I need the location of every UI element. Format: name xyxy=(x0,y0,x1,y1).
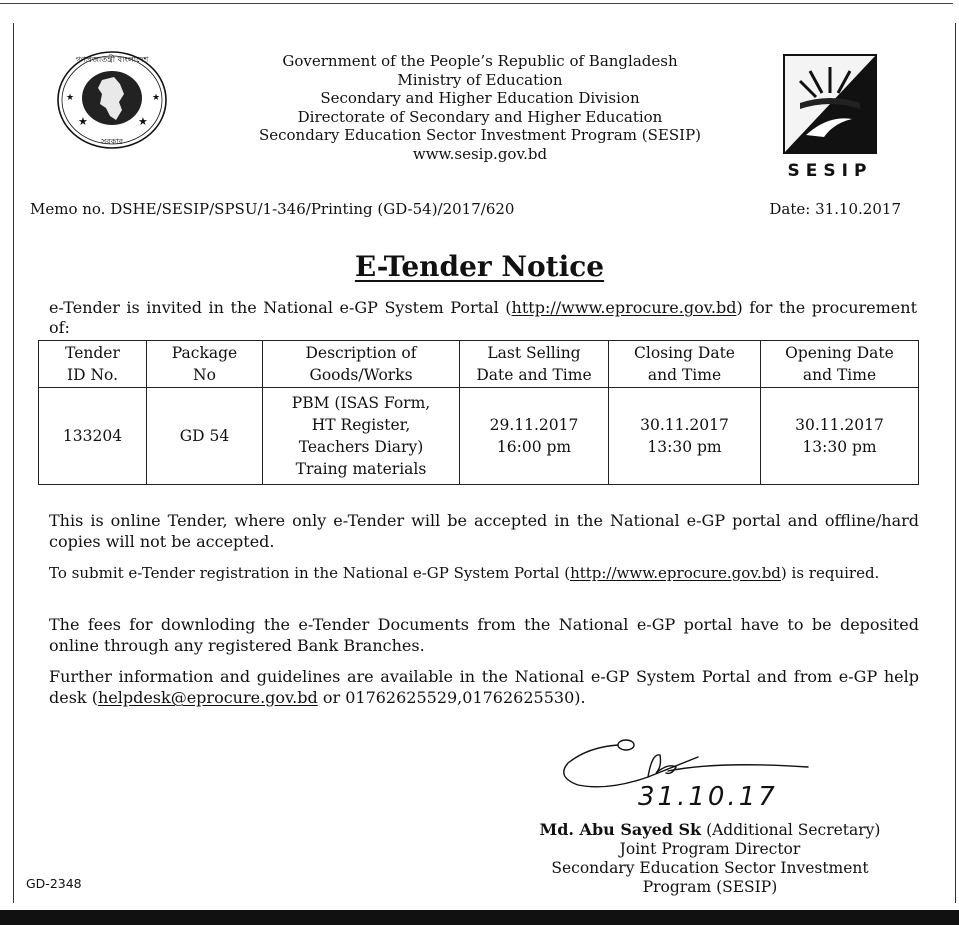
header-closing: Closing Date and Time xyxy=(609,341,761,388)
header-description: Description of Goods/Works xyxy=(263,341,460,388)
header-line-directorate: Directorate of Secondary and Higher Education xyxy=(297,107,663,126)
intro-text-after: ) for the procurement of: xyxy=(49,298,918,337)
cell-closing: 30.11.2017 13:30 pm xyxy=(609,388,761,485)
paragraph-online-tender: This is online Tender, where only e-Tender will be accepted in the National e-GP portal and offline/hard copies will not be accepted. xyxy=(49,511,919,551)
tender-table xyxy=(38,340,919,485)
svg-text:★: ★ xyxy=(152,93,161,103)
cell-opening: 30.11.2017 13:30 pm xyxy=(761,388,919,485)
signer-role: (Additional Secretary) xyxy=(701,821,881,839)
top-rule xyxy=(0,3,953,4)
bangladesh-government-seal xyxy=(56,50,168,150)
helpdesk-email-link[interactable]: helpdesk@eprocure.gov.bd xyxy=(97,688,318,707)
signer-title: Joint Program Director xyxy=(619,840,801,858)
header-last-selling: Last Selling Date and Time xyxy=(460,341,609,388)
handwritten-signature xyxy=(548,733,818,811)
signer-name: Md. Abu Sayed Sk xyxy=(539,820,702,839)
memo-date: Date: 31.10.2017 xyxy=(769,200,901,218)
header-block xyxy=(200,52,760,163)
cell-package: GD 54 xyxy=(147,388,263,485)
sesip-logo-text: SESIP xyxy=(787,161,873,178)
paragraph-fees: The fees for downloding the e-Tender Documents from the National e-GP portal have to be deposited online through any registered Bank Branches. xyxy=(49,615,919,655)
header-line-government: Government of the People’s Republic of Bangladesh xyxy=(282,52,678,70)
bottom-bar xyxy=(0,910,959,925)
paragraph-helpdesk: Further information and guidelines are available in the National e-GP System Portal and from e-GP help desk (helpdesk@eprocure.gov.bd or 01762625529,01762625530). xyxy=(49,667,919,707)
seal-text-top: গণপ্রজাতন্ত্রী বাংলাদেশ xyxy=(75,55,149,64)
header-line-division: Secondary and Higher Education Division xyxy=(320,89,640,107)
seal-text-bottom: সরকার xyxy=(100,137,124,146)
signer-program-line2: Program (SESIP) xyxy=(642,878,778,896)
signature-date: 31.10.17 xyxy=(638,782,778,811)
header-line-program: Secondary Education Sector Investment Program (SESIP) xyxy=(258,126,702,144)
cell-tender-id: 133204 xyxy=(39,388,147,485)
sesip-logo xyxy=(778,53,883,178)
cell-last-selling: 29.11.2017 16:00 pm xyxy=(460,388,609,485)
table-header-row xyxy=(39,341,919,388)
table-row xyxy=(39,388,919,485)
header-line-ministry: Ministry of Education xyxy=(397,70,563,89)
eprocure-link[interactable]: http://www.eprocure.gov.bd xyxy=(511,298,737,317)
header-tender-id: Tender ID No. xyxy=(39,341,147,388)
intro-text-before: e-Tender is invited in the National e-GP System Portal ( xyxy=(49,298,512,317)
notice-title: E-Tender Notice xyxy=(354,250,605,283)
paragraph-registration: To submit e-Tender registration in the National e-GP System Portal (http://www.eprocure.gov.bd) is required. xyxy=(49,564,880,582)
svg-text:★: ★ xyxy=(78,115,88,128)
eprocure-link-registration[interactable]: http://www.eprocure.gov.bd xyxy=(570,564,781,582)
signer-block xyxy=(480,820,940,897)
svg-text:★: ★ xyxy=(138,115,148,128)
cell-description: PBM (ISAS Form, HT Register, Teachers Diary) Traing materials xyxy=(263,388,460,485)
footer-code: GD-2348 xyxy=(26,876,82,891)
header-opening: Opening Date and Time xyxy=(761,341,919,388)
svg-text:★: ★ xyxy=(66,93,75,103)
memo-number: Memo no. DSHE/SESIP/SPSU/1-346/Printing (GD-54)/2017/620 xyxy=(30,200,515,218)
header-package-no: Package No xyxy=(147,341,263,388)
intro-paragraph xyxy=(49,298,917,338)
header-line-website: www.sesip.gov.bd xyxy=(412,144,548,163)
signer-program-line1: Secondary Education Sector Investment xyxy=(551,859,869,877)
